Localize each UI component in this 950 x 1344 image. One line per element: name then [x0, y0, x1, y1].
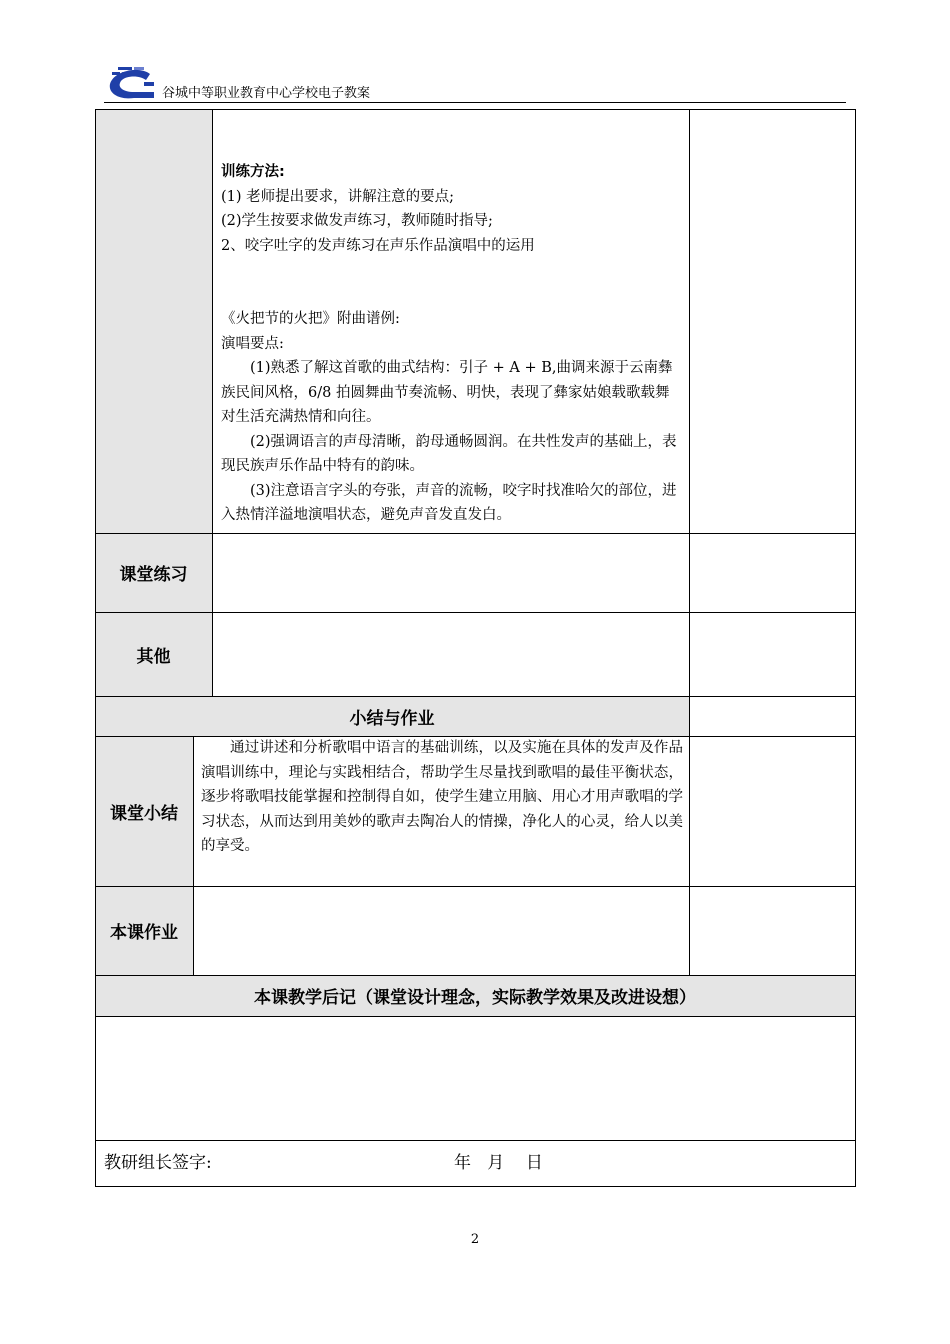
summary-label: 课堂小结 [110, 803, 178, 824]
methods-content [221, 160, 683, 528]
singing-point: (3)注意语言字头的夸张，声音的流畅，咬字时找准哈欠的部位，进入热情洋溢地演唱状态，避免声音发直发白。 [221, 482, 677, 523]
methods-line: (1) 老师提出要求，讲解注意的要点; [221, 188, 455, 205]
school-logo-icon [104, 64, 156, 102]
practice-label: 课堂练习 [119, 565, 188, 585]
date-label: 年 月 日 [454, 1153, 543, 1173]
header-title: 谷城中等职业教育中心学校电子教案 [162, 86, 371, 101]
points-heading: 演唱要点: [221, 335, 284, 352]
methods-heading: 训练方法: [221, 164, 285, 180]
song-title: 《火把节的火把》附曲谱例: [221, 311, 400, 327]
summary-section-heading: 小结与作业 [349, 708, 435, 729]
other-label: 其他 [136, 646, 171, 667]
singing-point: (1)熟悉了解这首歌的曲式结构：引子 + A + B,曲调来源于云南彝族民间风格，6/8 拍圆舞曲节奏流畅、明快，表现了彝家姑娘载歌载舞对生活充满热情和向往。 [221, 360, 673, 425]
page-header [104, 64, 846, 106]
methods-line: 2、咬字吐字的发声练习在声乐作品演唱中的运用 [221, 237, 535, 254]
postscript-heading: 本课教学后记（课堂设计理念，实际教学效果及改进设想） [254, 988, 696, 1008]
signature-label: 教研组长签字: [104, 1153, 212, 1173]
header-rule [104, 102, 846, 103]
homework-label: 本课作业 [110, 923, 178, 943]
spacer [221, 258, 683, 307]
singing-point: (2)强调语言的声母清晰，韵母通畅圆润。在共性发声的基础上，表现民族声乐作品中特有的韵味。 [221, 433, 677, 474]
page-number: 2 [470, 1232, 480, 1247]
methods-line: (2)学生按要求做发声练习，教师随时指导; [221, 213, 493, 229]
summary-text: 通过讲述和分析歌唱中语言的基础训练，以及实施在具体的发声及作品演唱训练中，理论与实践相结合，帮助学生尽量找到歌唱的最佳平衡状态，逐步将歌唱技能掌握和控制得自如，使学生建立用脑、用心才用声歌唱的学习状态，从而达到用美妙的歌声去陶冶人的情操，净化人的心灵，给人以美的享受。 [201, 740, 683, 854]
